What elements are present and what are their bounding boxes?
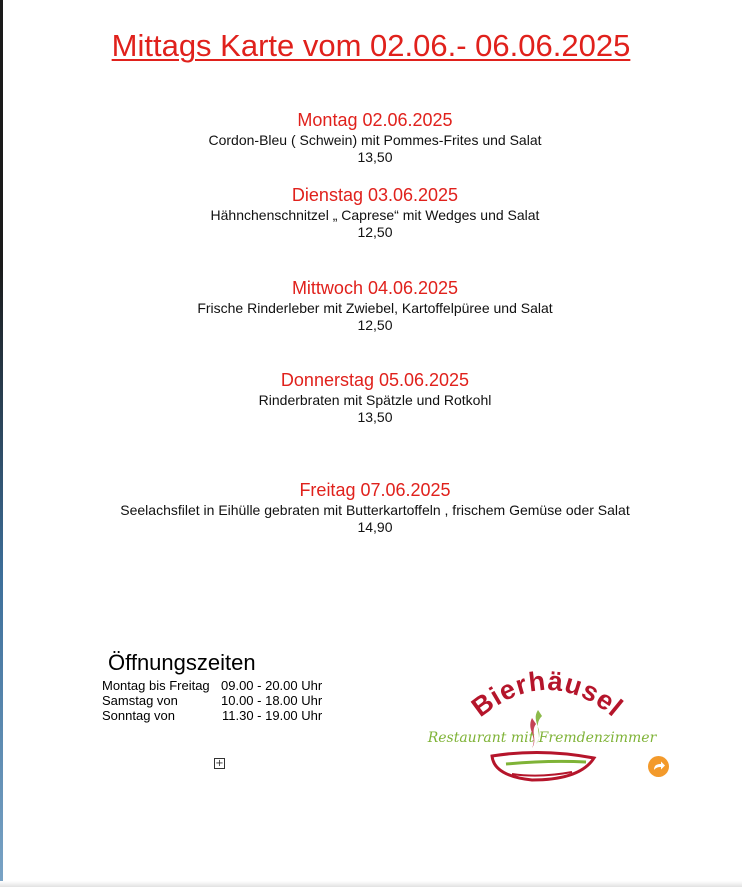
- day-thursday: [0, 369, 742, 426]
- logo-tagline: Restaurant mit Fremdenzimmer: [427, 730, 657, 746]
- day-wednesday: [0, 277, 742, 334]
- hours-label: Montag bis Freitag: [102, 678, 210, 693]
- day-dish: Seelachsfilet in Eihülle gebraten mit Butterkartoffeln , frischem Gemüse oder Salat: [120, 502, 630, 518]
- hours-label: Samstag von: [102, 693, 178, 708]
- day-price: 12,50: [357, 224, 393, 240]
- hours-row-sunday: [102, 708, 323, 723]
- day-price: 13,50: [357, 149, 393, 165]
- day-price: 12,50: [357, 317, 393, 333]
- day-name: Mittwoch 04.06.2025: [291, 278, 459, 298]
- share-arrow-icon[interactable]: [648, 756, 669, 777]
- day-dish: Hähnchenschnitzel „ Caprese“ mit Wedges und Salat: [210, 207, 540, 223]
- hours-label: Sonntag von: [102, 708, 176, 723]
- hours-row-weekdays: [102, 678, 323, 693]
- hours-value: 09.00 - 20.00 Uhr: [221, 678, 323, 693]
- day-price: 14,90: [357, 519, 393, 535]
- hours-value: 10.00 - 18.00 Uhr: [221, 693, 323, 708]
- day-dish: Rinderbraten mit Spätzle und Rotkohl: [258, 392, 492, 408]
- bierhaeusel-logo: [420, 660, 660, 790]
- day-price: 13,50: [357, 409, 393, 425]
- hours-value: 11.30 - 19.00 Uhr: [222, 708, 323, 723]
- plus-box-icon[interactable]: +: [215, 758, 224, 769]
- logo-name: Bierhäusel: [465, 665, 629, 723]
- day-name: Freitag 07.06.2025: [299, 480, 451, 500]
- day-dish: Frische Rinderleber mit Zwiebel, Kartoffelpüree und Salat: [197, 300, 553, 316]
- opening-hours-title: Öffnungszeiten: [108, 650, 256, 675]
- day-name: Montag 02.06.2025: [297, 110, 453, 130]
- hours-row-saturday: [102, 693, 323, 708]
- day-name: Dienstag 03.06.2025: [291, 185, 459, 205]
- day-tuesday: [0, 184, 742, 241]
- day-name: Donnerstag 05.06.2025: [280, 370, 470, 390]
- page-title: Mittags Karte vom 02.06.- 06.06.2025: [111, 28, 631, 63]
- day-monday: [0, 109, 742, 166]
- page-bottom-edge: [0, 881, 742, 887]
- day-dish: Cordon-Bleu ( Schwein) mit Pommes-Frites und Salat: [208, 132, 542, 148]
- day-friday: [0, 479, 742, 536]
